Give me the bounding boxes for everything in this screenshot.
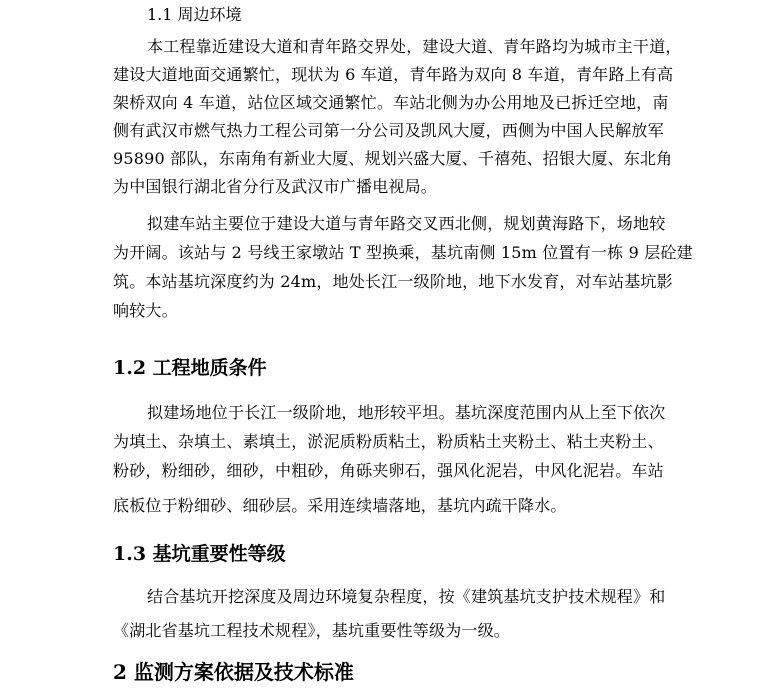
paragraph-line: 侧有武汉市燃气热力工程公司第一分公司及凯风大厦，西侧为中国人民解放军 <box>113 121 664 140</box>
paragraph-line: 为开阔。该站与 2 号线王家墩站 T 型换乘，基坑南侧 15m 位置有一栋 9 层砼建 <box>113 243 693 262</box>
paragraph-line: 建设大道地面交通繁忙，现状为 6 车道，青年路为双向 8 车道，青年路上有高 <box>113 65 674 84</box>
paragraph-line: 为中国银行湖北省分行及武汉市广播电视局。 <box>113 177 438 196</box>
paragraph-line: 架桥双向 4 车道，站位区域交通繁忙。车站北侧为办公用地及已拆迁空地，南 <box>113 93 669 112</box>
paragraph-line: 结合基坑开挖深度及周边环境复杂程度，按《建筑基坑支护技术规程》和 <box>147 587 666 606</box>
paragraph-line: 《湖北省基坑工程技术规程》，基坑重要性等级为一级。 <box>113 621 511 640</box>
paragraph-line: 底板位于粉细砂、细砂层。采用连续墙落地，基坑内疏干降水。 <box>113 496 567 515</box>
section-1-3-heading: 1.3 基坑重要性等级 <box>113 543 286 565</box>
paragraph-line: 拟建场地位于长江一级阶地，地形较平坦。基坑深度范围内从上至下依次 <box>147 403 666 422</box>
section-1-1-heading: 1.1 周边环境 <box>147 5 242 24</box>
paragraph-line: 本工程靠近建设大道和青年路交界处，建设大道、青年路均为城市主干道， <box>147 37 682 56</box>
paragraph-line: 筑。本站基坑深度约为 24m，地处长江一级阶地，地下水发育，对车站基坑影 <box>113 272 673 291</box>
section-1-2-heading: 1.2 工程地质条件 <box>113 357 267 379</box>
section-2-heading: 2 监测方案依据及技术标准 <box>113 660 354 684</box>
paragraph-line: 95890 部队，东南角有新业大厦、规划兴盛大厦、千禧苑、招银大厦、东北角 <box>113 149 673 168</box>
paragraph-line: 拟建车站主要位于建设大道与青年路交叉西北侧，规划黄海路下，场地较 <box>147 214 666 233</box>
paragraph-line: 粉砂，粉细砂，细砂，中粗砂，角砾夹卵石，强风化泥岩，中风化泥岩。车站 <box>113 461 664 480</box>
paragraph-line: 为填土、杂填土、素填土，淤泥质粉质粘土，粉质粘土夹粉土、粘土夹粉土、 <box>113 432 664 451</box>
paragraph-line: 响较大。 <box>113 301 178 320</box>
